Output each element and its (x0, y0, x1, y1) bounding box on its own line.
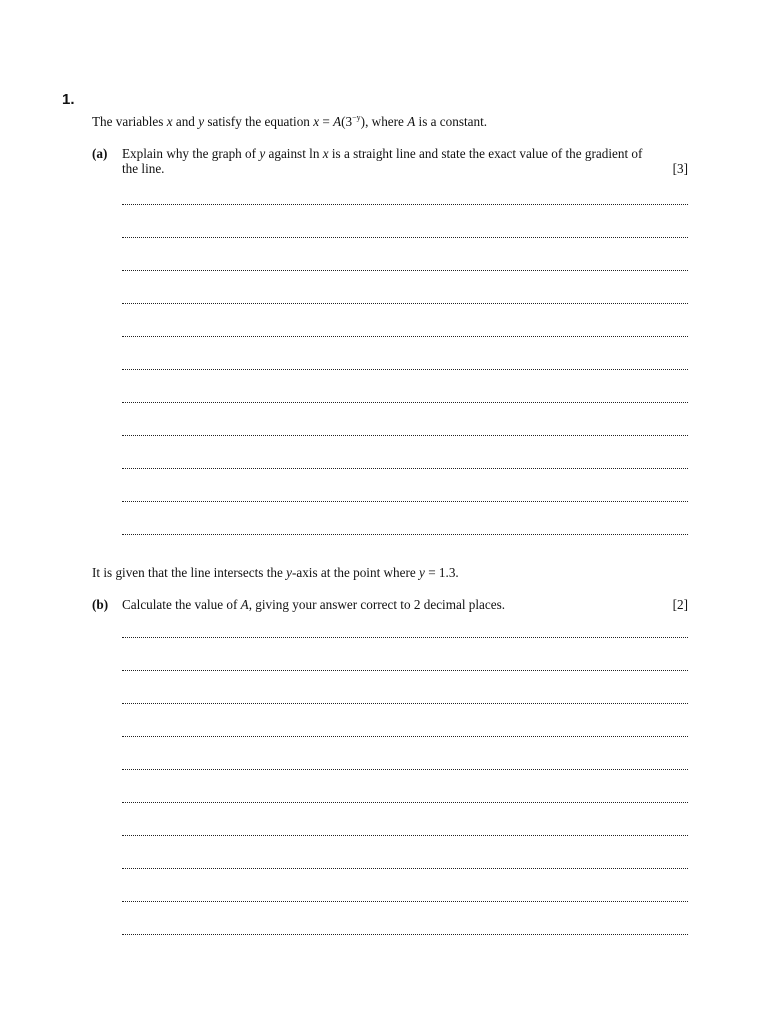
part-b-answer-line[interactable] (122, 901, 688, 902)
part-b-answer-line[interactable] (122, 868, 688, 869)
part-b-answer-line[interactable] (122, 835, 688, 836)
part-b-answer-line[interactable] (122, 802, 688, 803)
part-a-answer-line[interactable] (122, 534, 688, 535)
part-b-answer-line[interactable] (122, 769, 688, 770)
part-b-answer-line[interactable] (122, 736, 688, 737)
part-a-answer-line[interactable] (122, 468, 688, 469)
part-a-marks: [3] (672, 161, 688, 176)
question-stem: The variables x and y satisfy the equation $x = A(3^{-y})$, where A is a constant. (92, 113, 488, 129)
part-b-answer-line[interactable] (122, 637, 688, 638)
part-b-marks: [2] (672, 597, 688, 612)
part-a-question: Explain why the graph of y against ln x is a straight line and state the exact value of the gradient of the line. [3] (122, 146, 688, 176)
given-statement: It is given that the line intersects the y-axis at the point where y = 1.3. (92, 565, 459, 580)
part-a-answer-line[interactable] (122, 303, 688, 304)
part-a-answer-line[interactable] (122, 435, 688, 436)
part-b-label: (b) (92, 597, 109, 612)
part-b-answer-line[interactable] (122, 934, 688, 935)
part-a-answer-line[interactable] (122, 369, 688, 370)
part-b (92, 597, 688, 613)
question-number: 1. (62, 91, 75, 108)
part-b-question: Calculate the value of A, giving your answer correct to 2 decimal places. [2] (122, 597, 688, 612)
part-a-answer-line[interactable] (122, 204, 688, 205)
part-b-answer-line[interactable] (122, 703, 688, 704)
part-a-answer-line[interactable] (122, 402, 688, 403)
part-a-answer-line[interactable] (122, 237, 688, 238)
part-a-label: (a) (92, 146, 108, 161)
part-a (92, 146, 688, 178)
part-b-answer-line[interactable] (122, 670, 688, 671)
part-a-answer-line[interactable] (122, 501, 688, 502)
part-a-answer-line[interactable] (122, 336, 688, 337)
part-a-answer-line[interactable] (122, 270, 688, 271)
